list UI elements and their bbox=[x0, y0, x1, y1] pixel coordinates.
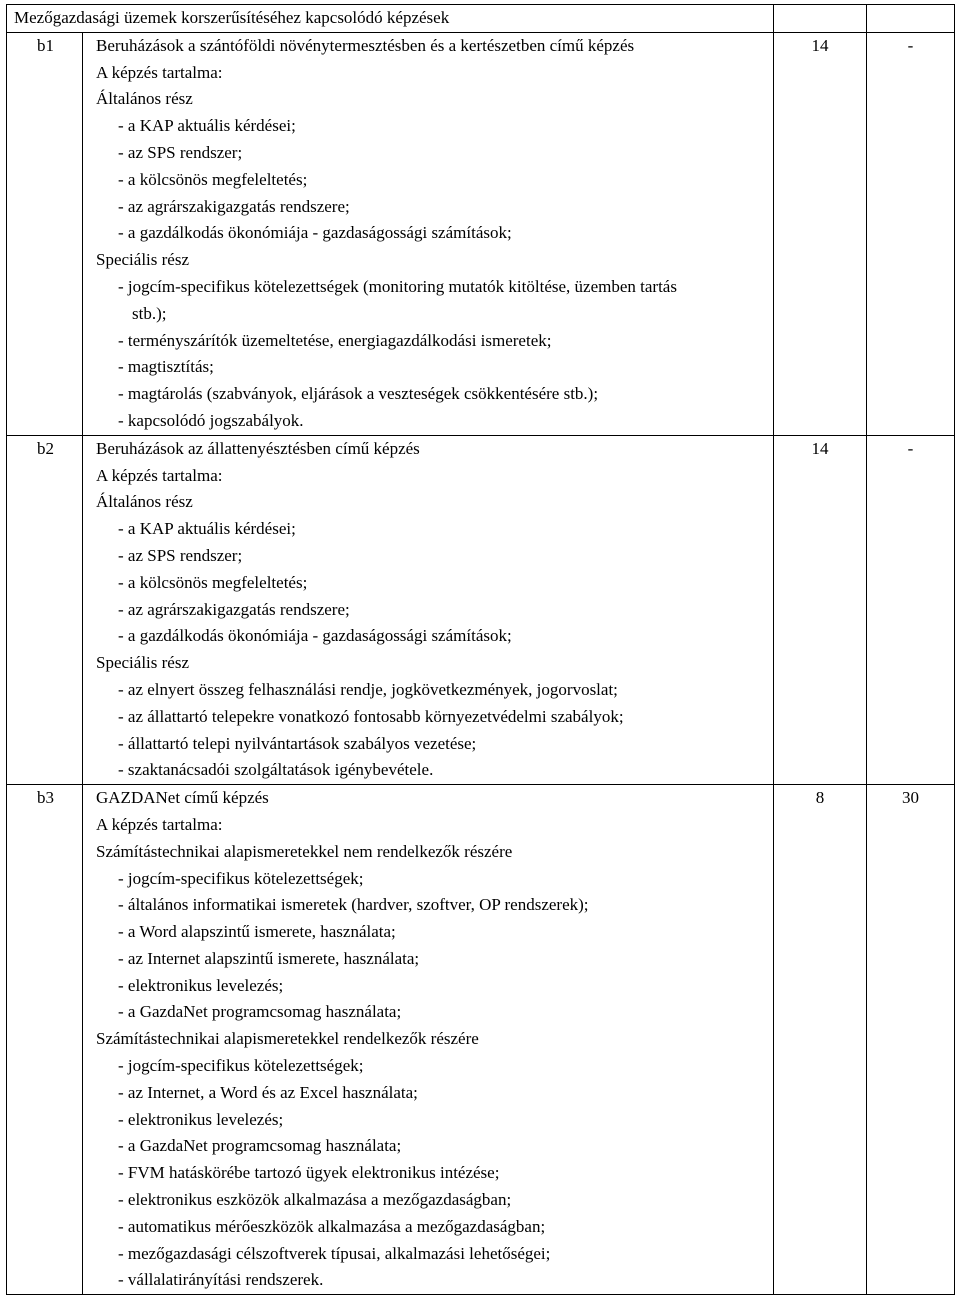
section-heading: Speciális rész bbox=[96, 250, 189, 270]
content-item: - az SPS rendszer; bbox=[118, 545, 243, 565]
row-hours: 14 bbox=[811, 35, 829, 55]
content-item: - általános informatikai ismeretek (hardver, szoftver, OP rendszerek); bbox=[118, 895, 589, 915]
content-item: - vállalatirányítási rendszerek. bbox=[118, 1270, 324, 1290]
row-extra: - bbox=[907, 35, 914, 55]
row-code: b2 bbox=[37, 438, 54, 458]
content-item: - az Internet alapszintű ismerete, használata; bbox=[118, 948, 420, 968]
content-item: - az agrárszakigazgatás rendszere; bbox=[118, 196, 350, 216]
training-table bbox=[6, 4, 955, 1295]
row-code-cell bbox=[7, 785, 83, 1295]
content-item: - jogcím-specifikus kötelezettségek; bbox=[118, 1056, 364, 1076]
row-description-cell bbox=[83, 32, 774, 435]
content-item: - az agrárszakigazgatás rendszere; bbox=[118, 599, 350, 619]
row-hours: 8 bbox=[815, 788, 825, 808]
content-item: - szaktanácsadói szolgáltatások igénybevétele. bbox=[118, 760, 434, 780]
section-heading: Általános rész bbox=[96, 492, 193, 512]
content-item: - elektronikus levelezés; bbox=[118, 1109, 284, 1129]
content-item: - a KAP aktuális kérdései; bbox=[118, 519, 296, 539]
section-heading: Számítástechnikai alapismeretekkel rendelkezők részére bbox=[96, 1029, 479, 1049]
content-item: - a GazdaNet programcsomag használata; bbox=[118, 1136, 402, 1156]
content-item: - automatikus mérőeszközök alkalmazása a mezőgazdaságban; bbox=[118, 1216, 546, 1236]
table-row bbox=[7, 435, 955, 784]
content-item: - az Internet, a Word és az Excel használata; bbox=[118, 1082, 418, 1102]
content-item: - elektronikus levelezés; bbox=[118, 975, 284, 995]
content-item: - a gazdálkodás ökonómiája - gazdaságossági számítások; bbox=[118, 223, 512, 243]
section-heading: Számítástechnikai alapismeretekkel nem rendelkezők részére bbox=[96, 841, 513, 861]
header-empty-cell-1 bbox=[774, 5, 867, 33]
row-extra-cell bbox=[867, 32, 955, 435]
content-item: - mezőgazdasági célszoftverek típusai, alkalmazási lehetőségei; bbox=[118, 1243, 551, 1263]
section-heading: Speciális rész bbox=[96, 653, 189, 673]
row-hours-cell bbox=[774, 435, 867, 784]
row-code-cell bbox=[7, 435, 83, 784]
content-item: - jogcím-specifikus kötelezettségek (monitoring mutatók kitöltése, üzemben tartás bbox=[118, 276, 677, 296]
content-item: - terményszárítók üzemeltetése, energiagazdálkodási ismeretek; bbox=[118, 330, 552, 350]
row-extra: - bbox=[907, 438, 914, 458]
content-item: - a GazdaNet programcsomag használata; bbox=[118, 1002, 402, 1022]
section-heading: Általános rész bbox=[96, 89, 193, 109]
content-item: - magtárolás (szabványok, eljárások a veszteségek csökkentésére stb.); bbox=[118, 384, 599, 404]
content-item: - a KAP aktuális kérdései; bbox=[118, 116, 296, 136]
table-header-row bbox=[7, 5, 955, 33]
content-item: - FVM hatáskörébe tartozó ügyek elektronikus intézése; bbox=[118, 1163, 500, 1183]
content-item: - magtisztítás; bbox=[118, 357, 214, 377]
content-item: - elektronikus eszközök alkalmazása a mezőgazdaságban; bbox=[118, 1190, 512, 1210]
row-extra-cell bbox=[867, 785, 955, 1295]
header-empty-cell-2 bbox=[867, 5, 955, 33]
table-row bbox=[7, 32, 955, 435]
row-title: GAZDANet című képzés bbox=[96, 788, 269, 808]
content-item: - jogcím-specifikus kötelezettségek; bbox=[118, 868, 364, 888]
row-title: Beruházások az állattenyésztésben című képzés bbox=[96, 438, 420, 458]
row-extra-cell bbox=[867, 435, 955, 784]
content-heading: A képzés tartalma: bbox=[96, 465, 223, 485]
table-header-cell bbox=[7, 5, 774, 33]
row-code-cell bbox=[7, 32, 83, 435]
row-hours: 14 bbox=[811, 438, 829, 458]
content-item: - állattartó telepi nyilvántartások szabályos vezetése; bbox=[118, 733, 477, 753]
row-description-cell bbox=[83, 785, 774, 1295]
row-hours-cell bbox=[774, 785, 867, 1295]
content-item: - a gazdálkodás ökonómiája - gazdaságossági számítások; bbox=[118, 626, 512, 646]
row-hours-cell bbox=[774, 32, 867, 435]
table-row bbox=[7, 785, 955, 1295]
row-code: b3 bbox=[37, 788, 54, 808]
content-item: - a kölcsönös megfeleltetés; bbox=[118, 169, 308, 189]
content-item: - a kölcsönös megfeleltetés; bbox=[118, 572, 308, 592]
row-description-cell bbox=[83, 435, 774, 784]
content-item: - az állattartó telepekre vonatkozó fontosabb környezetvédelmi szabályok; bbox=[118, 706, 624, 726]
content-item: - kapcsolódó jogszabályok. bbox=[118, 410, 304, 430]
content-item: - a Word alapszintű ismerete, használata; bbox=[118, 922, 396, 942]
content-item: - az elnyert összeg felhasználási rendje, jogkövetkezmények, jogorvoslat; bbox=[118, 679, 618, 699]
content-item: - az SPS rendszer; bbox=[118, 142, 243, 162]
content-heading: A képzés tartalma: bbox=[96, 814, 223, 834]
content-item-continuation: stb.); bbox=[132, 303, 167, 323]
row-extra: 30 bbox=[902, 788, 920, 808]
row-code: b1 bbox=[37, 35, 54, 55]
table-header: Mezőgazdasági üzemek korszerűsítéséhez kapcsolódó képzések bbox=[14, 8, 450, 27]
content-heading: A képzés tartalma: bbox=[96, 62, 223, 82]
row-title: Beruházások a szántóföldi növénytermesztésben és a kertészetben című képzés bbox=[96, 35, 635, 55]
